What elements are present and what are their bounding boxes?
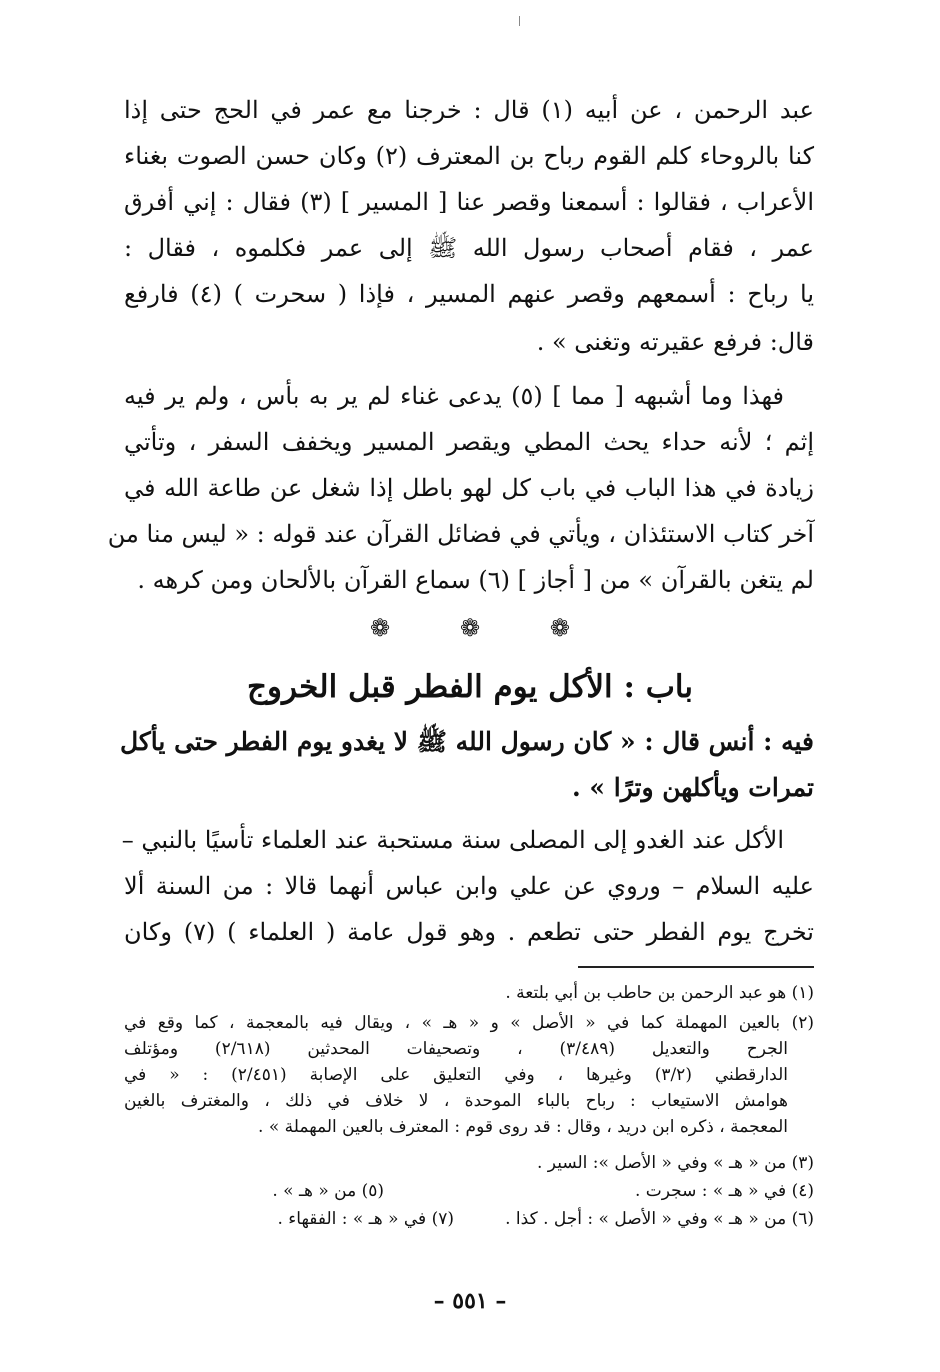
footnote-2-line: الدارقطني (٣/٢) وغيرها ، وفي التعليق على الإصابة (٢/٤٥١) : « في [124,1065,788,1085]
footnote-2-line: المعجمة ، ذكره ابن دريد ، وقال : قد روى قوم : المعترف بالعين المهملة » . [258,1117,788,1137]
body-line: آخر كتاب الاستئذان ، ويأتي في فضائل القرآن عند قوله : « ليس منا من [107,520,814,548]
page-number: – ٥٥١ – [433,1288,507,1314]
hadith-line: تمرات ويأكلهن وترًا » . [572,773,814,802]
body-line: كنا بالروحاء كلم القوم رباح بن المعترف (٢) وكان حسن الصوت بغناء [124,142,815,170]
body-line: الأكل عند الغدو إلى المصلى سنة مستحبة عند العلماء تأسيًا بالنبي – [121,826,784,854]
chapter-heading: باب : الأكل يوم الفطر قبل الخروج [247,669,693,705]
footnote-4: (٤) في « هـ » : سجرت . [634,1181,814,1201]
body-line: يا رباح : أسمعهم وقصر عنهم المسير ، فإذا ( سحرت ) (٤) فارفع [124,280,814,308]
top-tick-mark [519,16,520,26]
star-ornament-icon: ❁ [459,614,481,642]
hadith-line: فيه : أنس قال : « كان رسول الله ﷺ لا يغدو يوم الفطر حتى يأكل [119,727,814,756]
body-line: زيادة في هذا الباب في باب كل لهو باطل إذا شغل عن طاعة الله في [124,474,814,502]
body-line: لم يتغن بالقرآن » من [ أجاز ] (٦) سماع القرآن بالألحان ومن كرهه . [137,566,814,594]
section-separator [370,614,570,642]
star-ornament-icon: ❁ [370,614,391,642]
footnote-5: (٥) من « هـ » . [272,1181,384,1201]
body-line: عمر ، فقام أصحاب رسول الله ﷺ إلى عمر فكلموه ، فقال : [124,234,814,262]
footnote-2-line: الجرح والتعديل (٣/٤٨٩) ، وتصحيفات المحدثين (٢/٦١٨) ومؤتلف [124,1039,788,1059]
footnote-7: (٧) في « هـ » : الفقهاء . [277,1209,454,1229]
footnote-2-line: هوامش الاستيعاب : رباح بالباء الموحدة ، لا خلاف في ذلك ، والمغترف بالغين [124,1091,788,1111]
body-line: عليه السلام – وروي عن علي وابن عباس أنهما قالا : من السنة ألا [124,872,814,900]
footnote-6: (٦) من « هـ » وفي « الأصل » : أجل . كذا . [505,1209,814,1229]
body-line: إثم ؛ لأنه حداء يحث المطي ويقصر المسير ويخفف السفر ، وتأتي [124,428,814,456]
footnote-1: (١) هو عبد الرحمن بن حاطب بن أبي بلتعة . [505,983,814,1003]
footnote-3: (٣) من « هـ » وفي « الأصل »: السير . [537,1153,814,1173]
footnote-2-line: (٢) بالعين المهملة كما في « الأصل » و « هـ » ، ويقال فيه بالمعجمة ، كما وقع في [124,1013,814,1033]
body-line: عبد الرحمن ، عن أبيه (١) قال : خرجنا مع عمر في الحج حتى إذا [124,96,814,124]
body-line: فهذا وما أشبهه [ مما ] (٥) يدعى غناء لم ير به بأس ، ولم ير فيه [124,382,784,410]
footnote-divider [578,966,814,968]
body-line: قال: فرفع عقيرته وتغنى » . [536,328,814,356]
star-ornament-icon: ❁ [549,614,570,642]
body-line: تخرج يوم الفطر حتى تطعم . وهو قول عامة ( العلماء ) (٧) وكان [124,918,814,946]
body-line: الأعراب ، فقالوا : أسمعنا وقصر عنا [ المسير ] (٣) فقال : إني أفرق [124,188,814,216]
